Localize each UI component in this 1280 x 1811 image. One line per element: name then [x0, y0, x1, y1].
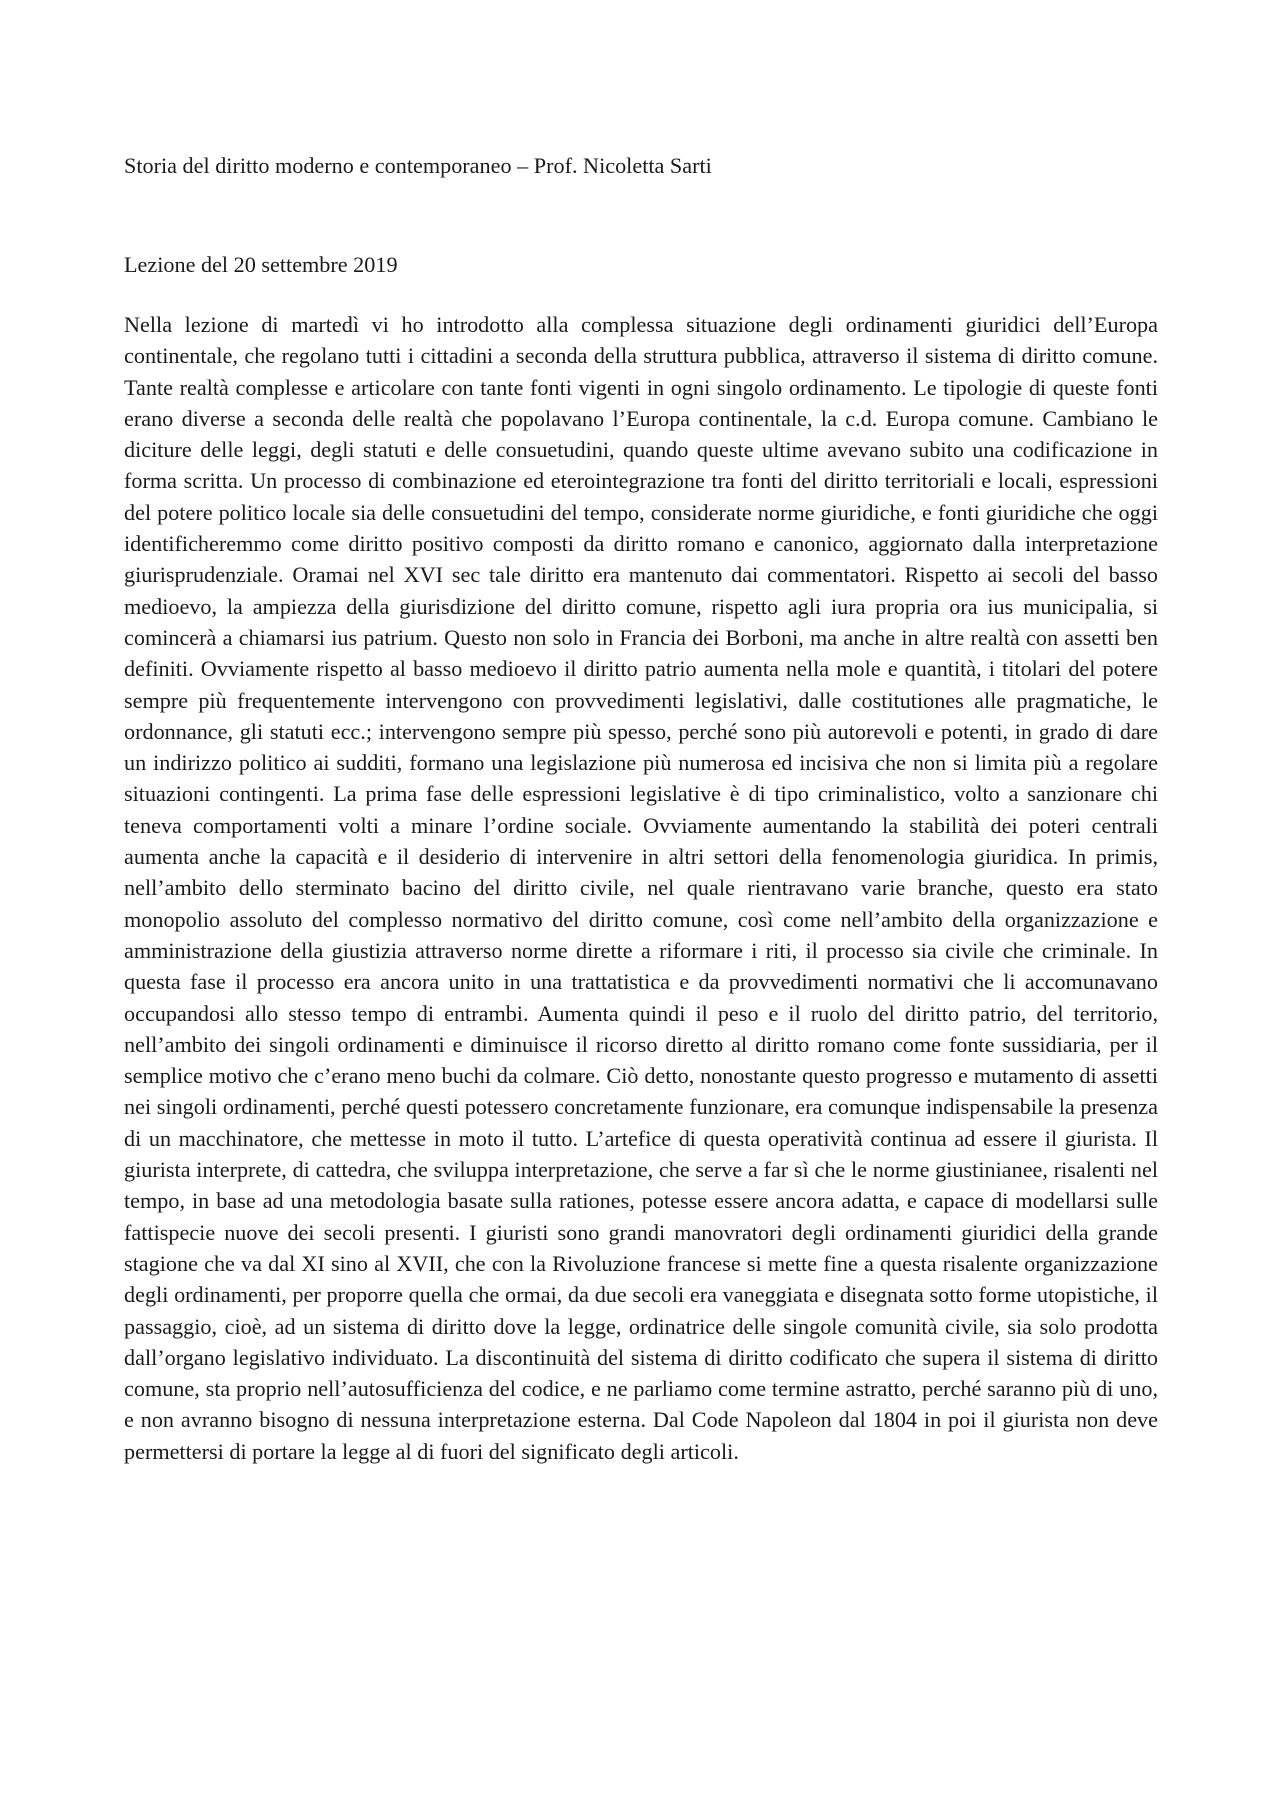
lesson-date: Lezione del 20 settembre 2019 — [124, 252, 398, 277]
document-title: Storia del diritto moderno e contemporaneo – Prof. Nicoletta Sarti — [124, 153, 712, 178]
body-paragraph: Nella lezione di martedì vi ho introdotto alla complessa situazione degli ordinamenti giuridici dell’Europa continentale, che regolano tutti i cittadini a seconda della struttura pubblica, attraverso il sistema di diritto comune. Tante realtà complesse e articolare con tante fonti vigenti in ogni singolo ordinamento. Le tipologie di queste fonti erano diverse a seconda delle realtà che popolavano l’Europa continentale, la c.d. Europa comune. Cambiano le diciture delle leggi, degli statuti e delle consuetudini, quando queste ultime avevano subito una codificazione in forma scritta. Un processo di combinazione ed eterointegrazione tra fonti del diritto territoriali e locali, espressioni del potere politico locale sia delle consuetudini del tempo, considerate norme giuridiche, e fonti giuridiche che oggi identificheremmo come diritto positivo composti da diritto romano e canonico, aggiornato dalla interpretazione giurisprudenziale. Oramai nel XVI sec tale diritto era mantenuto dai commentatori. Rispetto ai secoli del basso medioevo, la ampiezza della giurisdizione del diritto comune, rispetto agli iura propria ora ius municipalia, si comincerà a chiamarsi ius patrium. Questo non solo in Francia dei Borboni, ma anche in altre realtà con assetti ben definiti. Ovviamente rispetto al basso medioevo il diritto patrio aumenta nella mole e quantità, i titolari del potere sempre più frequentemente intervengono con provvedimenti legislativi, dalle costitutiones alle pragmatiche, le ordonnance, gli statuti ecc.; intervengono sempre più spesso, perché sono più autorevoli e potenti, in grado di dare un indirizzo politico ai sudditi, formano una legislazione più numerosa ed incisiva che non si limita più a regolare situazioni contingenti. La prima fase delle espressioni legislative è di tipo criminalistico, volto a sanzionare chi teneva comportamenti volti a minare l’ordine sociale. Ovviamente aumentando la stabilità dei poteri centrali aumenta anche la capacità e il desiderio di intervenire in altri settori della fenomenologia giuridica. In primis, nell’ambito dello sterminato bacino del diritto civile, nel quale rientravano varie branche, questo era stato monopolio assoluto del complesso normativo del diritto comune, così come nell’ambito della organizzazione e amministrazione della giustizia attraverso norme dirette a riformare i riti, il processo sia civile che criminale. In questa fase il processo era ancora unito in una trattatistica e da provvedimenti normativi che li accomunavano occupandosi allo stesso tempo di entrambi. Aumenta quindi il peso e il ruolo del diritto patrio, del territorio, nell’ambito dei singoli ordinamenti e diminuisce il ricorso diretto al diritto romano come fonte sussidiaria, per il semplice motivo che c’erano meno buchi da colmare. Ciò detto, nonostante questo progresso e mutamento di assetti nei singoli ordinamenti, perché questi potessero concretamente funzionare, era comunque indispensabile la presenza di un macchinatore, che mettesse in moto il tutto. L’artefice di questa operatività continua ad essere il giurista. Il giurista interprete, di cattedra, che sviluppa interpretazione, che serve a far sì che le norme giustinianee, risalenti nel tempo, in base ad una metodologia basate sulla rationes, potesse essere ancora adatta, e capace di modellarsi sulle fattispecie nuove dei secoli presenti. I giuristi sono grandi manovratori degli ordinamenti giuridici della grande stagione che va dal XI sino al XVII, che con la Rivoluzione francese si mette fine a questa risalente organizzazione degli ordinamenti, per proporre quella che ormai, da due secoli era vaneggiata e disegnata sotto forme utopistiche, il passaggio, cioè, ad un sistema di diritto dove la legge, ordinatrice delle singole comunità civile, sia solo prodotta dall’organo legislativo individuato. La discontinuità del sistema di diritto codificato che supera il sistema di diritto comune, sta proprio nell’autosufficienza del codice, e ne parliamo come termine astratto, perché saranno più di uno, e non avranno bisogno di nessuna interpretazione esterna. Dal Code Napoleon dal 1804 in poi il giurista non deve permettersi di portare la legge al di fuori del significato degli articoli. — [124, 312, 1158, 1464]
document-content — [124, 150, 1158, 1467]
